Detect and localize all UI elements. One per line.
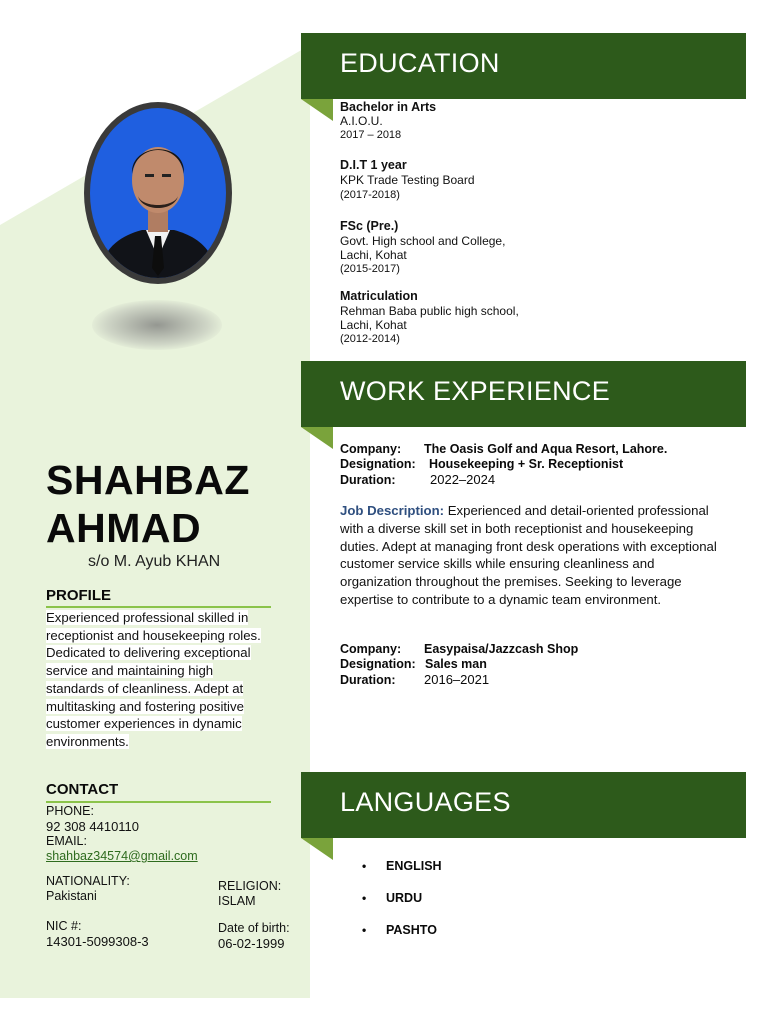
education-date: 2017 – 2018 (340, 129, 402, 141)
education-heading: EDUCATION (340, 48, 500, 78)
person-portrait-icon (90, 108, 226, 278)
profile-divider (46, 606, 271, 608)
job-description (340, 502, 718, 609)
profile-text (46, 609, 272, 751)
designation-value: Sales man (425, 657, 487, 671)
full-name (46, 456, 250, 552)
languages-heading: LANGUAGES (340, 787, 511, 817)
father-name: s/o M. Ayub KHAN (88, 553, 221, 570)
language-item (362, 891, 422, 905)
languages-banner (301, 772, 746, 838)
designation-value: Housekeeping + Sr. Receptionist (429, 457, 624, 471)
nic-label: NIC #: (46, 919, 82, 933)
contact-details (46, 804, 198, 864)
education-item (340, 289, 519, 346)
religion-block (218, 879, 281, 909)
email-label: EMAIL: (46, 834, 87, 848)
profile-heading: PROFILE (46, 587, 112, 604)
education-institution: Rehman Baba public high school, (340, 304, 519, 318)
contact-heading: CONTACT (46, 781, 119, 798)
education-date: (2012-2014) (340, 333, 400, 345)
job-entry (340, 442, 667, 488)
phone-value: 92 308 4410110 (46, 819, 140, 834)
language-name: ENGLISH (386, 859, 442, 873)
education-title: D.I.T 1 year (340, 158, 407, 172)
contact-divider (46, 801, 271, 803)
profile-photo-frame (84, 102, 232, 284)
bullet-icon: • (362, 859, 367, 873)
language-item (362, 859, 442, 873)
education-title: Matriculation (340, 289, 418, 303)
education-institution: A.I.O.U. (340, 114, 383, 128)
language-name: URDU (386, 891, 423, 905)
education-location: Lachi, Kohat (340, 248, 407, 262)
religion-label: RELIGION: (218, 879, 282, 893)
job-description-label: Job Description: (340, 503, 445, 518)
work-banner (301, 361, 746, 427)
work-heading: WORK EXPERIENCE (340, 376, 611, 406)
bullet-icon: • (362, 923, 367, 937)
duration-label: Duration: (340, 473, 396, 487)
profile-photo (90, 108, 226, 278)
work-fold-icon (301, 427, 333, 449)
company-label: Company: (340, 642, 402, 656)
job-entry (340, 642, 578, 688)
last-name: AHMAD (46, 505, 202, 551)
education-title: FSc (Pre.) (340, 219, 399, 233)
education-location: Lachi, Kohat (340, 318, 407, 332)
language-item (362, 923, 437, 937)
duration-value: 2022–2024 (430, 472, 496, 487)
nic-value: 14301-5099308-3 (46, 934, 149, 949)
education-banner (301, 33, 746, 99)
dob-block (218, 921, 290, 951)
religion-value: ISLAM (218, 894, 256, 908)
email-link[interactable]: shahbaz34574@gmail.com (46, 849, 198, 863)
language-name: PASHTO (386, 923, 437, 937)
photo-shadow (92, 300, 222, 350)
designation-label: Designation: (340, 457, 416, 471)
job-description-text: Experienced and detail-oriented professional with a diverse skill set in both receptionist and housekeeping duties. Adept at managing front desk operations with exceptional customer service skills while ensuring cleanliness and organization throughout the premises. Seeking to leverage expertise to contribute to a dynamic team environment. (340, 503, 717, 607)
nationality-label: NATIONALITY: (46, 874, 130, 888)
education-date: (2017-2018) (340, 189, 400, 201)
first-name: SHAHBAZ (46, 457, 250, 503)
company-value: The Oasis Golf and Aqua Resort, Lahore. (424, 442, 668, 456)
nic-block (46, 919, 149, 949)
dob-value: 06-02-1999 (218, 936, 285, 951)
education-item (340, 219, 505, 276)
dob-label: Date of birth: (218, 921, 290, 935)
company-label: Company: (340, 442, 402, 456)
designation-label: Designation: (340, 657, 416, 671)
education-item (340, 158, 475, 202)
education-date: (2015-2017) (340, 263, 400, 275)
education-institution: KPK Trade Testing Board (340, 173, 475, 187)
company-value: Easypaisa/Jazzcash Shop (424, 642, 579, 656)
profile-summary: Experienced professional skilled in receptionist and housekeeping roles. Dedicated to delivering exceptional service and maintaining high standards of cleanliness. Adept at multitasking and fostering positive customer experiences in dynamic environments. (46, 610, 261, 749)
bullet-icon: • (362, 891, 367, 905)
education-title: Bachelor in Arts (340, 100, 437, 114)
duration-label: Duration: (340, 673, 396, 687)
duration-value: 2016–2021 (424, 672, 490, 687)
nationality-value: Pakistani (46, 889, 97, 903)
languages-fold-icon (301, 838, 333, 860)
phone-label: PHONE: (46, 804, 94, 818)
nationality-block (46, 874, 130, 904)
education-item (340, 100, 436, 142)
education-fold-icon (301, 99, 333, 121)
education-institution: Govt. High school and College, (340, 234, 506, 248)
